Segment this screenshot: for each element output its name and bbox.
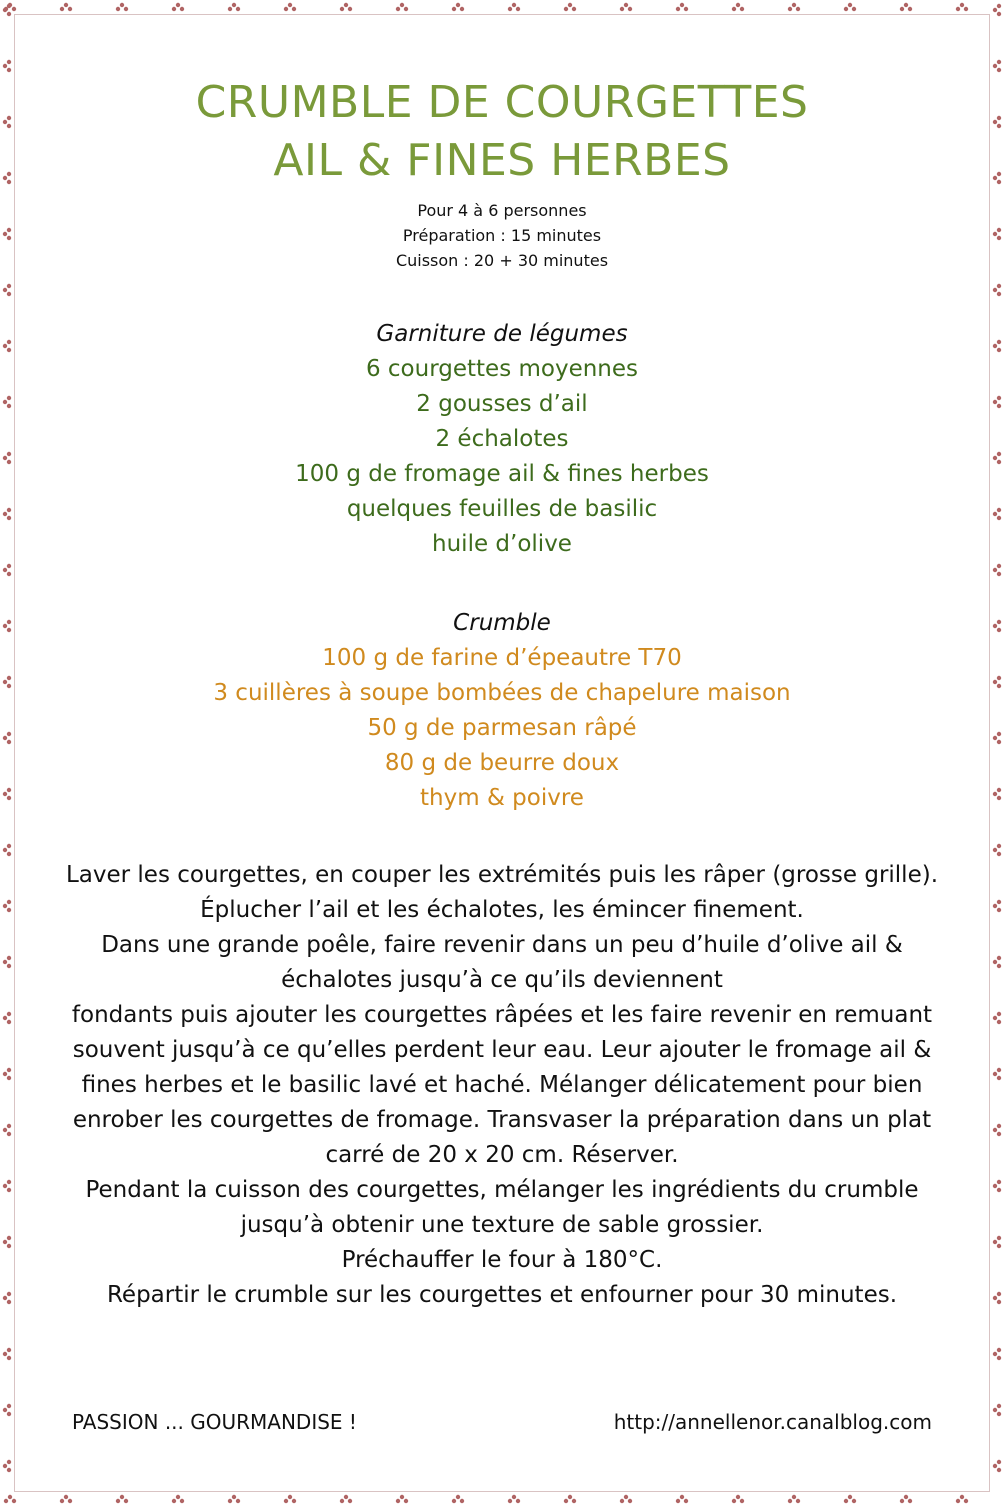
cooking-time: Cuisson : 20 + 30 minutes — [395, 251, 609, 270]
ingredient-item: quelques feuilles de basilic — [346, 496, 658, 522]
ingredient-item: 6 courgettes moyennes — [365, 356, 639, 382]
recipe-title — [50, 74, 954, 190]
instruction-paragraph: fondants puis ajouter les courgettes râpées et les faire revenir en remuant souvent jusqu’à ce qu’elles perdent leur eau. Leur ajouter le fromage ail & fines herbes et le basilic lavé et haché. Mélanger délicatement pour bien enrober les courgettes de fromage. Transvaser la préparation dans un plat carré de 20 x 20 cm. Réserver. — [71, 1002, 933, 1168]
footer — [72, 1408, 932, 1436]
vegetables-section — [50, 317, 954, 562]
border-dots-top — [0, 0, 1004, 14]
title-line-1: CRUMBLE DE COURGETTES — [195, 77, 809, 128]
instruction-paragraph: Répartir le crumble sur les courgettes et enfourner pour 30 minutes. — [106, 1282, 898, 1308]
ingredient-item: 80 g de beurre doux — [384, 750, 620, 776]
ingredient-item: 3 cuillères à soupe bombées de chapelure maison — [213, 680, 791, 706]
crumble-section — [50, 606, 954, 816]
ingredient-item: 50 g de parmesan râpé — [367, 715, 637, 741]
title-line-2: AIL & FINES HERBES — [273, 135, 731, 186]
crumble-title: Crumble — [453, 610, 551, 636]
servings: Pour 4 à 6 personnes — [417, 201, 587, 220]
footer-url[interactable]: http://annellenor.canalblog.com — [613, 1410, 932, 1434]
instruction-paragraph: Laver les courgettes, en couper les extrémités puis les râper (grosse grille). Éplucher l’ail et les échalotes, les émincer finement. — [65, 862, 939, 923]
instructions — [62, 858, 942, 1313]
vegetables-title: Garniture de légumes — [376, 321, 628, 347]
instruction-paragraph: Dans une grande poêle, faire revenir dans un peu d’huile d’olive ail & échalotes jusqu’à ce qu’ils deviennent — [101, 932, 903, 993]
border-dots-left — [0, 0, 14, 1506]
border-dots-right — [990, 0, 1004, 1506]
ingredient-item: 2 échalotes — [435, 426, 569, 452]
preparation-time: Préparation : 15 minutes — [402, 226, 602, 245]
instruction-paragraph: Pendant la cuisson des courgettes, mélanger les ingrédients du crumble jusqu’à obtenir une texture de sable grossier. — [85, 1177, 919, 1238]
recipe-card — [50, 74, 954, 1313]
recipe-meta — [50, 198, 954, 273]
footer-tagline: PASSION ... GOURMANDISE ! — [72, 1410, 357, 1434]
border-dots-bottom — [0, 1492, 1004, 1506]
ingredient-item: 100 g de fromage ail & fines herbes — [295, 461, 709, 487]
ingredient-item: huile d’olive — [432, 531, 572, 557]
ingredient-item: 100 g de farine d’épeautre T70 — [322, 645, 682, 671]
instruction-paragraph: Préchauffer le four à 180°C. — [341, 1247, 663, 1273]
ingredient-item: 2 gousses d’ail — [416, 391, 588, 417]
ingredient-item: thym & poivre — [420, 785, 584, 811]
